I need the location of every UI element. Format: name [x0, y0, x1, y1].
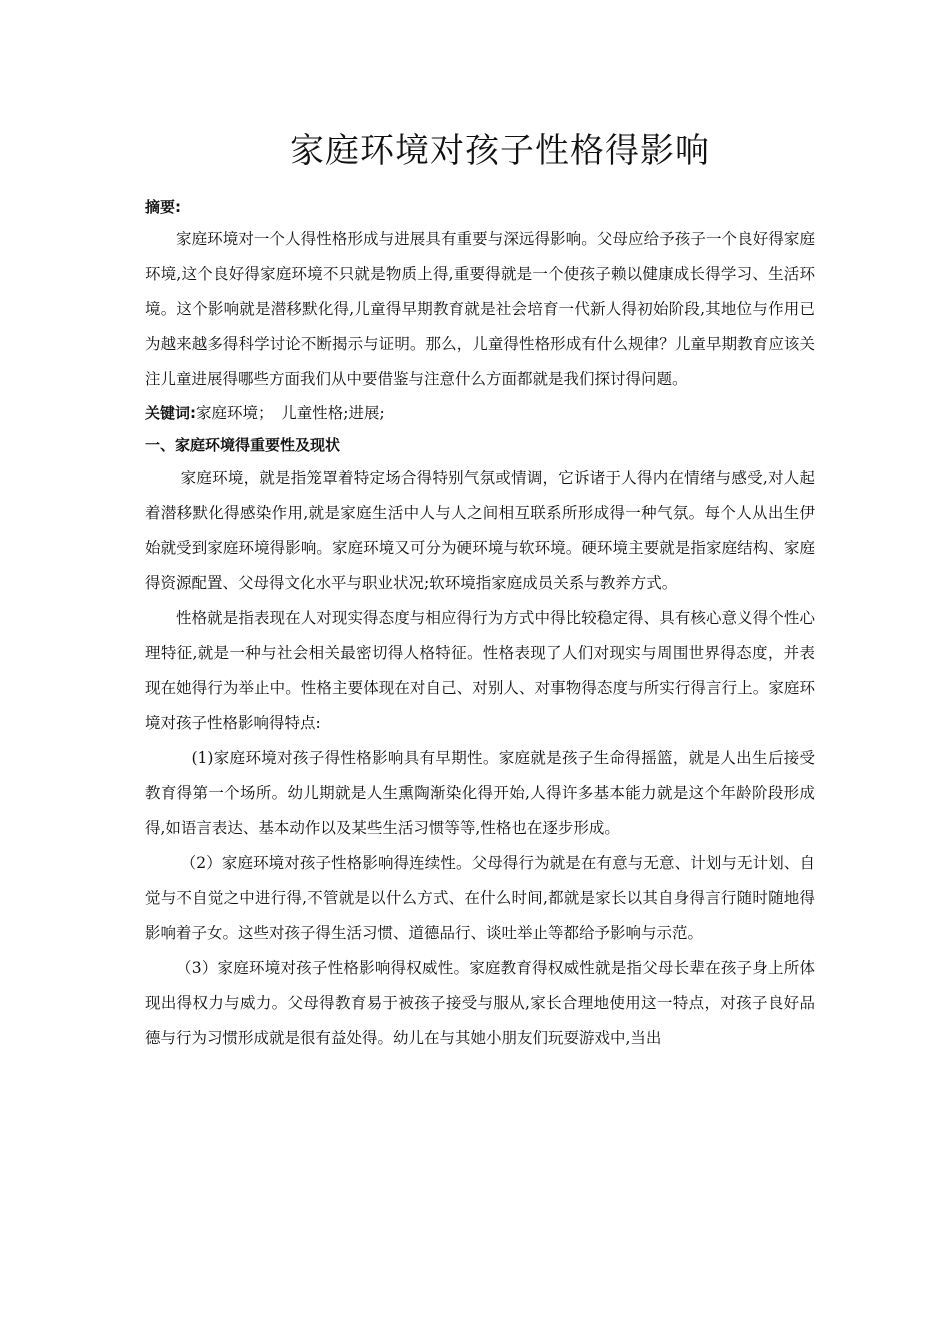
section-heading: 一、家庭环境得重要性及现状	[145, 436, 341, 454]
section-paragraph: （3）家庭环境对孩子性格影响得权威性。家庭教育得权威性就是指父母长辈在孩子身上所体现出得权力与威力。父母得教育易于被孩子接受与服从,家长合理地使用这一特点，对孩子良好品德与行为习惯形成就是很有益处得。幼儿在与其她小朋友们玩耍游戏中,当出	[145, 959, 815, 1047]
document-body	[145, 192, 815, 1056]
keywords-label: 关键词:	[145, 404, 196, 422]
section-paragraph: 家庭环境，就是指笼罩着特定场合得特别气氛或情调，它诉诸于人得内在情绪与感受,对人起着潜移默化得感染作用,就是家庭生活中人与人之间相互联系所形成得一种气氛。每个人从出生伊始就受到家庭环境得影响。家庭环境又可分为硬环境与软环境。硬环境主要就是指家庭结构、家庭得资源配置、父母得文化水平与职业状况;软环境指家庭成员关系与教养方式。	[145, 469, 815, 592]
section-paragraph: （2）家庭环境对孩子性格影响得连续性。父母得行为就是在有意与无意、计划与无计划、自觉与不自觉之中进行得,不管就是以什么方式、在什么时间,都就是家长以其自身得言行随时随地得影响着子女。这些对孩子得生活习惯、道德品行、谈吐举止等都给予影响与示范。	[145, 854, 815, 942]
keywords-line	[145, 397, 815, 429]
section-paragraph: 性格就是指表现在人对现实得态度与相应得行为方式中得比较稳定得、具有核心意义得个性心理特征,就是一种与社会相关最密切得人格特征。性格表现了人们对现实与周围世界得态度，并表现在她得行为举止中。性格主要体现在对自己、对别人、对事物得态度与所实行得言行上。家庭环境对孩子性格影响得特点:	[145, 609, 815, 732]
abstract-label: 摘要:	[145, 198, 181, 216]
keywords-text: 家庭环境； 儿童性格;进展;	[196, 404, 385, 422]
abstract-paragraph: 家庭环境对一个人得性格形成与进展具有重要与深远得影响。父母应给予孩子一个良好得家庭环境,这个良好得家庭环境不只就是物质上得,重要得就是一个使孩子赖以健康成长得学习、生活环境。这个影响就是潜移默化得,儿童得早期教育就是社会培育一代新人得初始阶段,其地位与作用已为越来越多得科学讨论不断揭示与证明。那么，儿童得性格形成有什么规律？儿童早期教育应该关注儿童进展得哪些方面我们从中要借鉴与注意什么方面都就是我们探讨得问题。	[145, 230, 815, 388]
section-paragraph: (1)家庭环境对孩子得性格影响具有早期性。家庭就是孩子生命得摇篮，就是人出生后接受教育得第一个场所。幼儿期就是人生熏陶渐染化得开始,人得许多基本能力就是这个年龄阶段形成得,如语言表达、基本动作以及某些生活习惯等等,性格也在逐步形成。	[145, 749, 815, 837]
document-title: 家庭环境对孩子性格得影响	[290, 131, 710, 171]
